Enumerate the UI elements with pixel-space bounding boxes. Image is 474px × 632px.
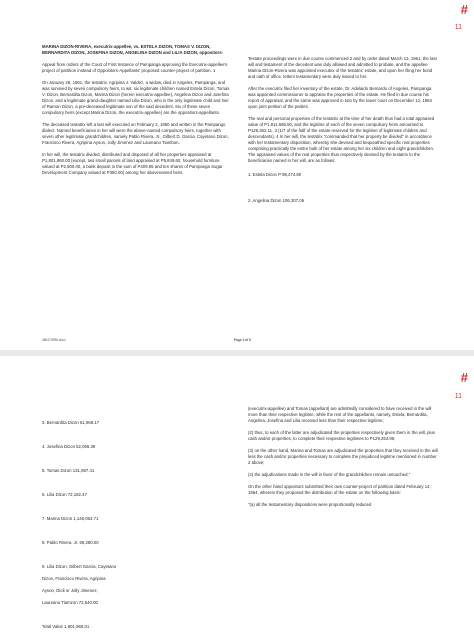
case-caption: MARINA DIZON-RIVERA, executrix-appellee, vs. ESTELA DIZON, TOMAS V. DIZON, BERNARDITA DIZON, JOSEFINA DIZON, ANGELINA DIZON and LILIA DIZON, oppositors- <box>42 44 224 55</box>
paragraph: The real and personal properties of the testatrix at the time of her death thus had a total appraised value of P1,811,695.60, and the legitime of each of the seven compulsory heirs amounted to P129,362.11. 3 (1/7 of the half of the estate reserved for the legitime of legitimate children and descendants). 4 In her will, the testatrix "commanded that her property be divided" in accordance with her testamentary disposition, whereby she devised and bequeathed specific real properties comprising practically the entire bulk of her estate among her six children and eight grandchildren. The appraised values of the real properties thus respectively devised by the testatrix to the beneficiaries named in her will, are as follows: <box>248 116 435 163</box>
footer-page-indicator: Page 1 of 5 <box>234 338 251 342</box>
heir-entry: 1. Estela Dizon P 98,474.80 <box>248 172 302 177</box>
left-column <box>42 44 232 182</box>
heir-entry-continued: Laureano Tiamzon 72,540.00 <box>42 600 98 605</box>
paragraph: In her will, the testatrix divided, distributed and disposed of all her properties appraised at P1,801,960.00 (except, two small parcels of land appraised at P5,849.60, household furniture valued at P2,500.00, a bank deposit in the sum of P409.95 and ten shares of Pampanga Sugar Development Company valued at P350.00) among her abovenamed heirs. <box>42 152 223 175</box>
hash-marker: # <box>460 370 468 385</box>
paragraph: (3) on the other hand, Marina and Tomas are adjudicated the properties that they received in the will less the cash and/or properties necessary to complete the prejudiced legitime mentioned in number 2 above; <box>248 448 438 465</box>
document-page-2 <box>0 356 474 632</box>
heir-entry: 2. Angelina Dizon 106,307.06 <box>248 198 305 203</box>
heir-entry-continued: Ayson, Dioli or Jolly Jimenez, <box>42 588 98 593</box>
paragraph: (2) thus, to each of the latter are adjudicated the properties respectively given them in the will, plus cash and/or properties, to complete their respective legitimes to P129,254.96; <box>248 430 436 441</box>
paragraph: Appeal from orders of the Court of First Instance of Pampanga approving the Executrix-appellee's project of partition instead of Oppositors-Appellants' proposed counter-project of partition. 1 <box>42 62 228 73</box>
footer-filename: 480470998.docx <box>42 338 66 342</box>
page-number: 11 <box>454 393 462 400</box>
total-value: Total Value 1,801,960.01 <box>42 624 90 629</box>
paragraph: (4) the adjudications made in the will in favor of the grandchildren remain untouched." <box>248 472 411 477</box>
paragraph: (executrix-appellee) and Tomas (appellant) are admittedly considered to have received in the will more than their respective legitime, while the rest of the appellants, namely, Estela, Bernardita, Angelina, Josefina and Lilia received less than their respective legitime; <box>248 406 432 423</box>
paragraph: On the other hand oppositors submitted their own counter-project of partition dated February 14, 1964, wherein they proposed the distribution of the estate on the following basis: <box>248 484 431 495</box>
heir-entry: 5. Tomas Dizon 131,987.41 <box>42 468 95 473</box>
hash-marker: # <box>460 2 468 17</box>
heir-entry-continued: Dizon, Francisco Rivera, Agripina <box>42 576 106 581</box>
page-number: 11 <box>454 24 462 31</box>
right-column <box>248 56 440 210</box>
paragraph: After the executrix filed her inventory of the estate, Dr. Adelaido Bernardo of Angeles, Pampanga was appointed commissioner to appraise the properties of the estate. He filed in due course his report of appraisal, and the same was approved in toto by the lower court on December 12, 1963 upon joint petition of the parties. <box>248 86 432 109</box>
heir-entry: 3. Bernardita Dizon 51,968.17 <box>42 420 100 425</box>
heir-entry: 6. Lilia Dizon 72,182.47 <box>42 492 87 497</box>
left-column <box>42 420 232 632</box>
heir-entry: 7. Marina Dizon 1,148,063.71 <box>42 516 99 521</box>
right-column <box>248 406 440 514</box>
paragraph: The deceased testatrix left a last will executed on February 2, 1960 and written in the Pampango dialect. Named beneficiaries in her will were the above-named compulsory heirs, together with seven other legitimate grandchildren, namely Pablo Rivera, Jr., Gilbert D. Garcia, Cayetano Dizon, Francisco Rivera, Agripina Ayson, Jolly Jimenez and Laureano Tiambon. <box>42 122 229 145</box>
paragraph: On January 28, 1961, the testatrix, Agripina J. Valdez, a widow, died in Angeles, Pampanga, and was survived by seven compulsory heirs, to wit, six legitimate children named Estela Dizon, Tomas V. Dizon, Bernardita Dizon, Marina Dizon (herein executrix-appellee), Angelina Dizon and Josefina Dizon, and a legitimate grand-daughter named Lilia Dizon, who is the only legitimate child and heir of Ramon Dizon, a pre-deceased legitimate son of the said decedent. Six of these seven compulsory heirs (except Marina Dizon, the executrix-appellee) are the oppositors-appellants. <box>42 80 230 115</box>
paragraph: Testate proceedings were in due course commenced 2 and by order dated March 13, 1961, the last will and testament of the decedent was duly allowed and admitted to probate, and the appellee Marina Dizon-Rivera was appointed executrix of the testatrix' estate, and upon her filing her bond and oath of office, letters testamentary were duly issued to her. <box>248 56 437 79</box>
heir-entry: 9. Lilia Dizon, Gilbert Garcia, Cayetano <box>42 564 117 569</box>
heir-entry: 8. Pablo Rivera, Jr. 69,280.00 <box>42 540 99 545</box>
heir-entry: 4. Josefina Dizon 52,056.39 <box>42 444 96 449</box>
paragraph: "(a) all the testamentary dispositions were proportionally reduced <box>248 502 372 507</box>
